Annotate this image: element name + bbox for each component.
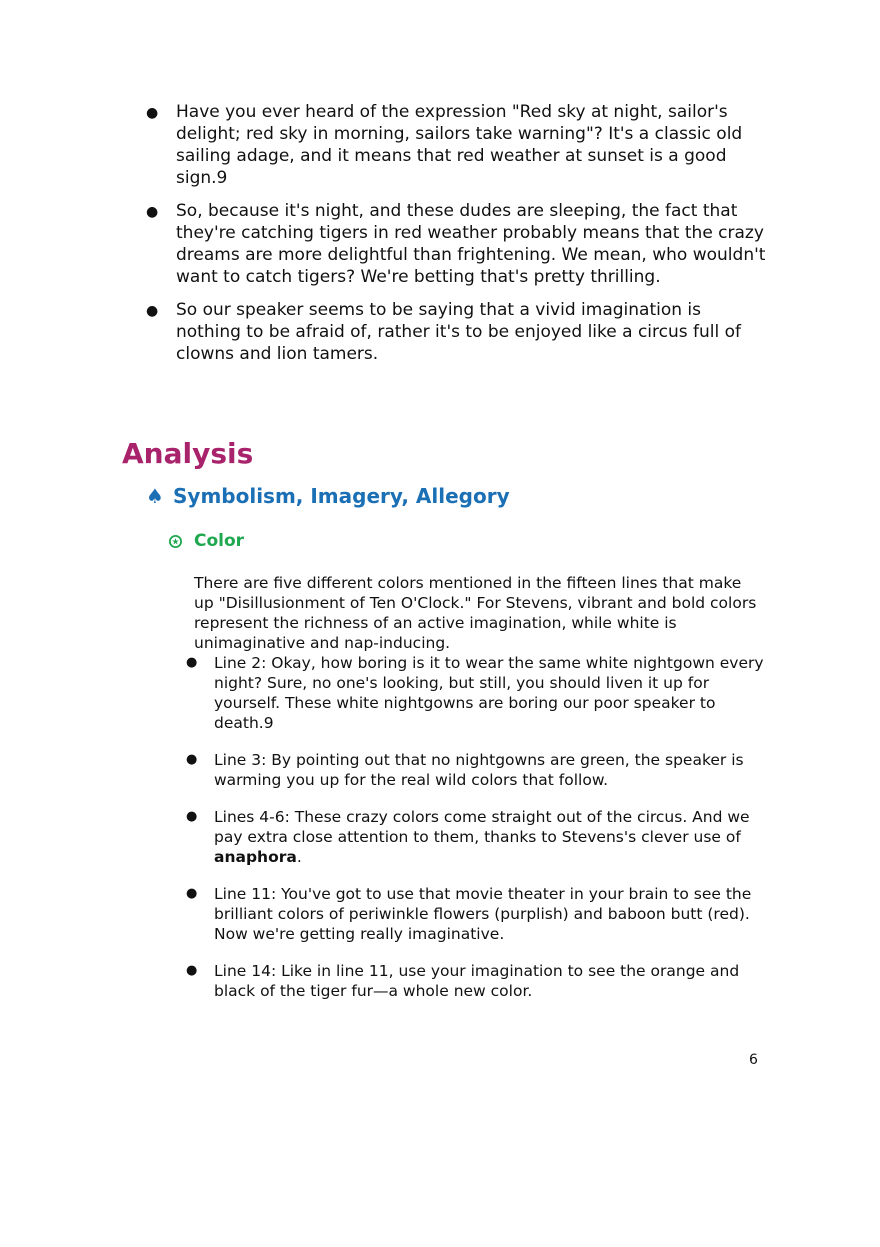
- list-item-text: So, because it's night, and these dudes are sleeping, the fact that they're catching tigers in red weather probably means that the crazy dreams are more delightful than frightening. We mean, who wouldn't want to catch tigers? We're betting that's pretty thrilling.: [176, 201, 766, 287]
- bullet-icon: ●: [146, 204, 159, 220]
- bullet-icon: ●: [186, 963, 198, 978]
- bullet-icon: ●: [186, 752, 198, 767]
- list-item: [186, 750, 764, 790]
- intro-paragraph: There are five different colors mentioned in the fifteen lines that make up "Disillusionment of Ten O'Clock." For Stevens, vibrant and bold colors represent the richness of an active imagination, while white is unimaginative and nap-inducing.: [194, 574, 757, 652]
- list-item: [146, 299, 766, 365]
- list-item: [186, 807, 764, 867]
- star-circle-icon: [169, 535, 182, 548]
- color-bullet-list: [186, 653, 764, 1018]
- list-item: [186, 961, 764, 1001]
- section-heading-text: Symbolism, Imagery, Allegory: [173, 484, 510, 508]
- spade-icon: ♠: [146, 484, 164, 508]
- top-bullet-list: [146, 101, 766, 376]
- list-item-text: Line 11: You've got to use that movie theater in your brain to see the brilliant colors of periwinkle flowers (purplish) and baboon butt (red). Now we're getting really imaginative.: [214, 885, 752, 943]
- list-item-text: [214, 808, 750, 866]
- section-heading: [146, 482, 510, 510]
- page-number: 6: [749, 1052, 758, 1068]
- list-item-text-part: Lines 4-6: These crazy colors come straight out of the circus. And we pay extra close attention to them, thanks to Stevens's clever use of: [214, 808, 750, 846]
- list-item-text: Line 14: Like in line 11, use your imagination to see the orange and black of the tiger fur—a whole new color.: [214, 962, 740, 1000]
- list-item: [146, 101, 766, 189]
- list-item-text-part: .: [296, 848, 302, 866]
- bullet-icon: ●: [146, 303, 159, 319]
- list-item-text: Have you ever heard of the expression "Red sky at night, sailor's delight; red sky in morning, sailors take warning"? It's a classic old sailing adage, and it means that red weather at sunset is a good sign.9: [176, 102, 743, 188]
- list-item-text: So our speaker seems to be saying that a vivid imagination is nothing to be afraid of, rather it's to be enjoyed like a circus full of clowns and lion tamers.: [176, 300, 742, 364]
- list-item: [186, 653, 764, 733]
- bullet-icon: ●: [186, 655, 198, 670]
- bullet-icon: ●: [186, 886, 198, 901]
- list-item: [146, 200, 766, 288]
- list-item: [186, 884, 764, 944]
- bullet-icon: ●: [186, 809, 198, 824]
- anaphora-term: anaphora: [214, 848, 297, 866]
- list-item-text: Line 3: By pointing out that no nightgowns are green, the speaker is warming you up for the real wild colors that follow.: [214, 751, 744, 789]
- list-item-text: Line 2: Okay, how boring is it to wear the same white nightgown every night? Sure, no one's looking, but still, you should liven it up for yourself. These white nightgowns are boring our poor speaker to death.9: [214, 654, 764, 732]
- subsection-heading-text: Color: [194, 531, 245, 551]
- subsection-heading: [169, 530, 244, 552]
- bullet-icon: ●: [146, 105, 159, 121]
- analysis-heading: Analysis: [122, 437, 254, 470]
